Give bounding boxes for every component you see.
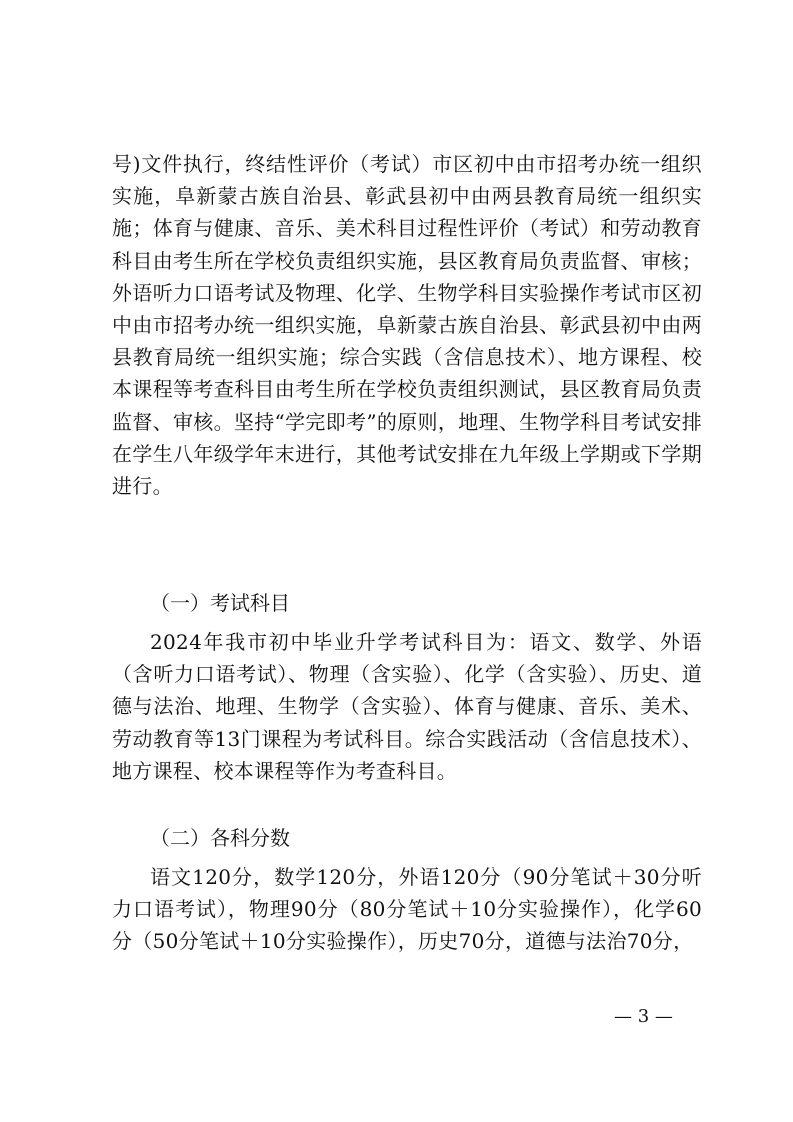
- page-number: — 3 —: [614, 1006, 673, 1027]
- section-heading-subject-scores: （二）各科分数: [150, 826, 290, 850]
- body-paragraph-exam-organization: 号)文件执行，终结性评价（考试）市区初中由市招考办统一组织实施，阜新蒙古族自治县、彰武县初中由两县教育局统一组织实施；体育与健康、音乐、美术科目过程性评价（考试）和劳动教育科目由考生所在学校负责组织实施，县区教育局负责监督、审核；外语听力口语考试及物理、化学、生物学科目实验操作考试市区初中由市招考办统一组织实施，阜新蒙古族自治县、彰武县初中由两县教育局统一组织实施；综合实践（含信息技术）、地方课程、校本课程等考查科目由考生所在学校负责组织测试，县区教育局负责监督、审核。坚持“学完即考”的原则，地理、生物学科目考试安排在学生八年级学年末进行，其他考试安排在九年级上学期或下学期进行。: [112, 152, 702, 499]
- body-paragraph-subject-scores: 语文120分，数学120分，外语120分（90分笔试＋30分听力口语考试），物理90分（80分笔试＋10分实验操作），化学60分（50分笔试＋10分实验操作），历史70分，道德与法治70分，: [112, 865, 702, 954]
- section-heading-exam-subjects: （一）考试科目: [150, 591, 290, 615]
- body-paragraph-exam-subjects: 2024年我市初中毕业升学考试科目为：语文、数学、外语（含听力口语考试）、物理（含实验）、化学（含实验）、历史、道德与法治、地理、生物学（含实验）、体育与健康、音乐、美术、劳动教育等13门课程为考试科目。综合实践活动（含信息技术）、地方课程、校本课程等作为考查科目。: [112, 630, 702, 783]
